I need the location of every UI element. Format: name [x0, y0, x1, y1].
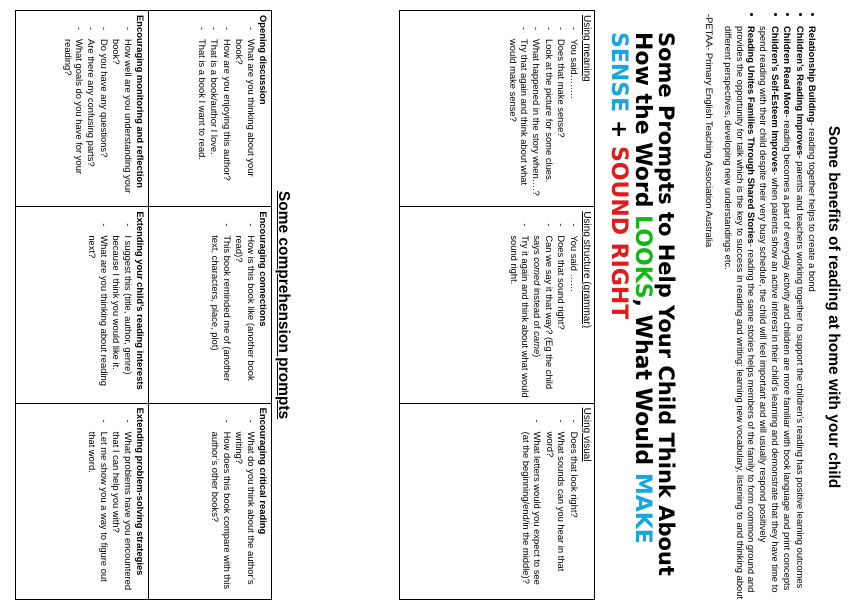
list-item: - Let me show you a way to figure out that word. — [87, 432, 110, 595]
list-item: - That is a book/author I love. — [209, 39, 220, 202]
benefit-heading: Children Read More — [782, 26, 794, 115]
column-header-visual: Using visual — [581, 407, 592, 462]
title-text: + — [606, 112, 631, 146]
eg-word: comed — [532, 257, 544, 286]
title-text: How the Word — [630, 32, 655, 216]
benefits-section — [704, 12, 842, 602]
list-item: - You said…….. — [568, 39, 579, 202]
list-item: - How are you enjoying this author? — [221, 39, 232, 202]
list-item: - What goals do you have for your reading? — [62, 39, 85, 202]
benefit-item — [794, 26, 805, 602]
cell-header: Encouraging critical reading — [258, 407, 269, 535]
list-item: - I suggest this (title, author, genre) because I think you would like it. — [111, 235, 134, 398]
prompts-table — [399, 10, 595, 600]
cell-problem-solving — [16, 403, 149, 599]
source-credit: -PETAA- Primary English Teaching Association Australia — [703, 14, 715, 248]
list-item: - You said …… — [568, 235, 579, 398]
list-item: - How does this book compare with this author’s other books? — [210, 432, 233, 595]
title-word-sense: SENSE — [606, 32, 631, 113]
benefit-heading: Relationship Building — [807, 26, 818, 123]
benefit-text: - reading together helps to create a bond — [807, 122, 818, 292]
eg-word: came — [532, 331, 544, 355]
list-item: - Does that make sense? — [556, 39, 567, 202]
connections-list — [210, 211, 257, 398]
list-item: - What are you thinking about your book? — [234, 39, 257, 202]
comprehension-table — [15, 10, 272, 600]
comprehension-title: Some comprehension prompts — [275, 190, 292, 420]
benefit-text: - reading the same stories helps members of the family to form common ground and provides the opportunity for talk which is the key to success in reading and writing: learning new vocabulary, listening to and thinking about different perspectives, developing new understandings etc. — [723, 26, 757, 600]
cell-reading-interests — [16, 207, 149, 403]
title-word-sound-right: SOUND RIGHT — [606, 145, 631, 320]
benefit-item — [758, 26, 781, 602]
prompts-title — [606, 32, 678, 592]
cell-header: Encouraging monitoring and reflection — [135, 15, 146, 188]
critical-list — [210, 408, 257, 595]
list-item: - What sounds can you hear in that word? — [544, 432, 567, 595]
benefit-item — [807, 26, 818, 602]
list-item: - This book reminded me of (another text, characters, place, plot) — [210, 235, 233, 398]
structure-list — [508, 211, 579, 398]
column-header-meaning: Using meaning — [581, 15, 592, 82]
benefit-text: - reading becomes a part of everyday activity and children are more familiar with book language and print concepts — [782, 114, 794, 591]
title-text: , What Would — [630, 298, 655, 473]
prompts-title-line-1: Some Prompts to Help Your Child Think About — [654, 32, 678, 576]
interests-list — [87, 211, 134, 398]
list-item: - What are you thinking about reading next? — [87, 235, 110, 398]
list-item: - What letters would you expect to see (at the beginning/end/in the middle)? — [521, 432, 544, 595]
opening-list — [197, 15, 257, 202]
title-word-make: MAKE — [630, 472, 655, 544]
benefits-list — [723, 12, 818, 602]
list-item — [532, 235, 555, 398]
list-item: - Look at the picture for some clues. — [543, 39, 554, 202]
list-item: - How is this book like (another book read)? — [234, 235, 257, 398]
column-header-structure: Using structure (grammar) — [581, 211, 592, 329]
meaning-list — [507, 15, 579, 202]
benefit-heading: Children’s Self-Esteem Improves — [769, 26, 781, 173]
list-item: - Are there any confusing parts? — [86, 39, 97, 202]
list-item: - Do you have any questions? — [98, 39, 109, 202]
list-item: - What happened in the story when….? — [531, 39, 542, 202]
cell-monitoring-reflection — [16, 11, 149, 207]
cell-structure — [400, 207, 595, 403]
monitoring-list — [62, 15, 133, 202]
list-item: - Does that sound right? — [556, 235, 567, 398]
cell-header: Opening discussion — [258, 15, 269, 105]
eg-text: instead of — [532, 285, 544, 332]
cell-header: Encouraging connections — [258, 211, 269, 327]
list-item: - Does that look right? — [568, 432, 579, 595]
benefits-title: Some benefits of reading at home with your child — [825, 125, 842, 489]
cell-encouraging-connections — [149, 207, 272, 403]
list-item: - How well are you understanding your book? — [111, 39, 134, 202]
cell-opening-discussion — [149, 11, 272, 207]
benefit-item — [782, 26, 793, 602]
cell-header: Extending your child’s reading interests — [135, 211, 146, 390]
list-item: - That is a book I want to read. — [197, 39, 208, 202]
cell-meaning — [400, 11, 595, 207]
list-item: - What do you think about the author’s writing? — [234, 432, 257, 595]
eg-text: Can we say it that way? (Eg the child says — [532, 235, 555, 390]
prompts-title-line-3 — [606, 32, 630, 592]
prompts-title-line-2 — [630, 32, 654, 592]
eg-text: ) — [532, 354, 544, 358]
problem-list — [87, 408, 134, 595]
benefit-heading: Children’s Reading Improves — [794, 26, 806, 156]
visual-list — [521, 408, 580, 595]
cell-visual — [400, 403, 595, 599]
list-item: - Try it again and think about what would sound right. — [508, 235, 531, 398]
title-word-looks: LOOKS — [630, 215, 655, 299]
cell-header: Extending problem-solving strategies — [135, 407, 146, 576]
benefit-item — [723, 26, 757, 602]
benefit-text: - when parents show an active interest in their child’s learning and demonstrate that they have time to spend reading with their child despite their very busy schedule, the child will feel important and will usually respond positively — [758, 26, 781, 593]
benefit-heading: Reading Unites Families Through Shared Stories — [745, 26, 757, 244]
list-item: - What problems have you encountered that I can help you with? — [111, 432, 134, 595]
benefit-text: - parents and teachers working together to support the children’s reading has positive learning outcomes — [794, 155, 806, 589]
cell-critical-reading — [149, 403, 272, 599]
list-item: - Try that again and think about what would make sense? — [507, 39, 530, 202]
